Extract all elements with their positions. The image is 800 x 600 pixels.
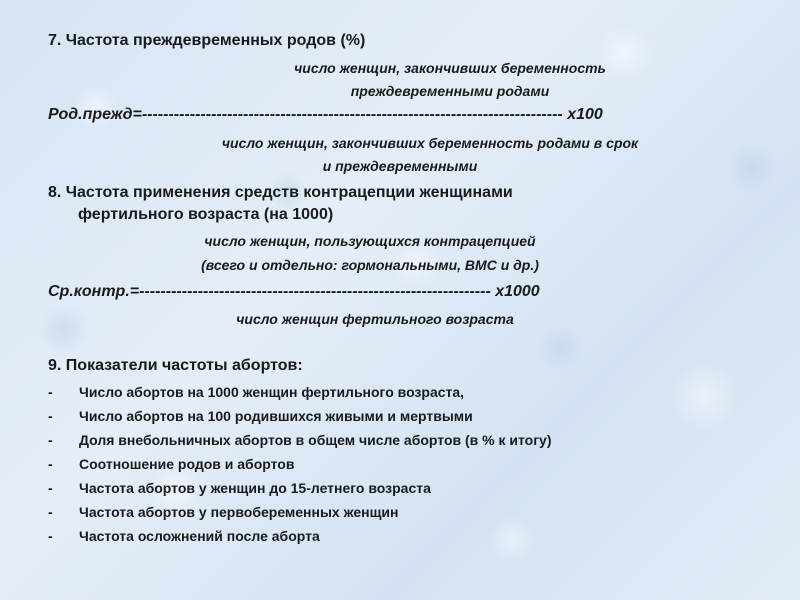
list-item-text: Соотношение родов и абортов: [79, 456, 295, 472]
section-9-heading: 9. Показатели частоты абортов:: [48, 357, 303, 374]
section-7-formula: Род.прежд=------------------------------------------------------------------------------- х100: [48, 106, 603, 123]
section-8-heading-line-1: 8. Частота применения средств контрацепции женщинами: [48, 184, 513, 201]
section-8-numerator-line-1: число женщин, пользующихся контрацепцией: [204, 233, 536, 249]
list-item-text: Число абортов на 1000 женщин фертильного возраста,: [79, 384, 465, 400]
section-7-numerator-line-2: преждевременными родами: [350, 83, 550, 99]
section-7-heading: 7. Частота преждевременных родов (%): [48, 32, 366, 49]
section-7-denominator-line-2: и преждевременными: [322, 158, 478, 174]
list-item-text: Частота абортов у женщин до 15-летнего возраста: [79, 480, 431, 496]
list-item-text: Частота осложнений после аборта: [79, 528, 320, 544]
bullet-marker: -: [48, 384, 53, 400]
bullet-marker: -: [48, 408, 53, 424]
list-item-text: Число абортов на 100 родившихся живыми и мертвыми: [79, 408, 473, 424]
bullet-marker: -: [48, 528, 53, 544]
list-item-text: Доля внебольничных абортов в общем числе абортов (в % к итогу): [79, 432, 552, 448]
bullet-marker: -: [48, 432, 53, 448]
section-7-denominator-line-1: число женщин, закончивших беременность родами в срок: [221, 135, 639, 151]
bullet-marker: -: [48, 504, 53, 520]
section-8-denominator: число женщин фертильного возраста: [236, 311, 514, 327]
bullet-marker: -: [48, 456, 53, 472]
section-7-numerator-line-1: число женщин, закончивших беременность: [294, 60, 606, 76]
section-8-formula: Ср.контр.=------------------------------------------------------------------ х1000: [48, 283, 540, 300]
section-8-heading-line-2: фертильного возраста (на 1000): [78, 206, 334, 223]
section-8-numerator-line-2: (всего и отдельно: гормональными, ВМС и др.): [201, 257, 539, 273]
list-item-text: Частота абортов у первобеременных женщин: [79, 504, 399, 520]
bullet-marker: -: [48, 480, 53, 496]
